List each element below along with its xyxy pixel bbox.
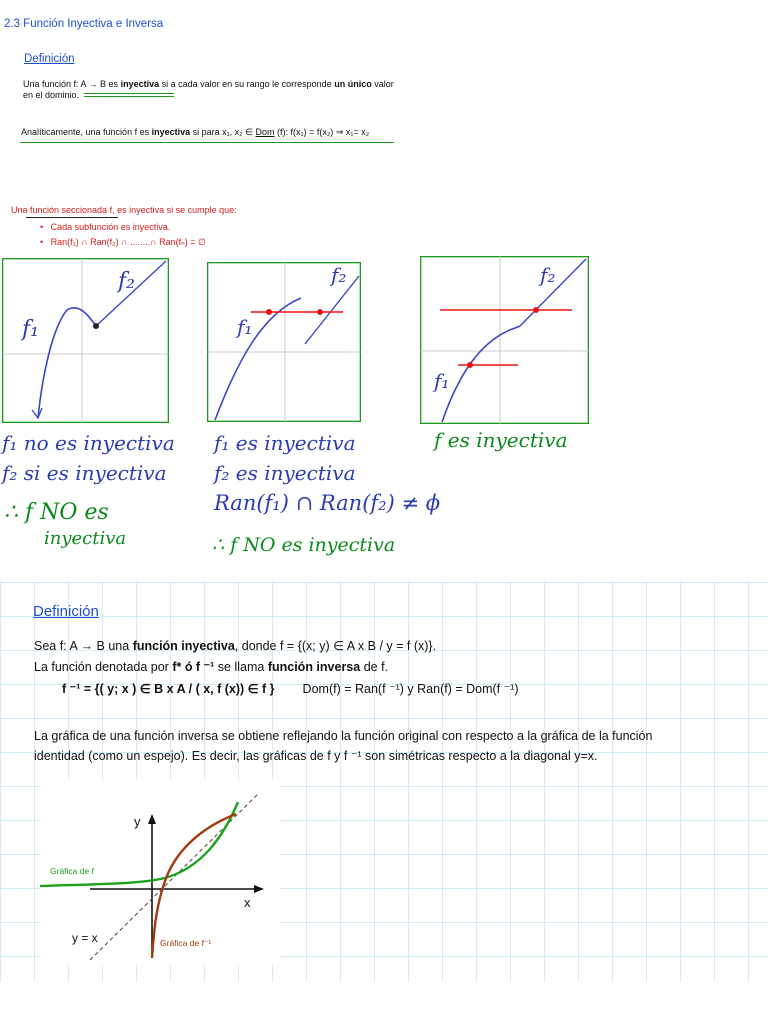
inverse-formula: f ⁻¹ = {( y; x ) ∈ B x A / ( x, f (x)) ∈ f } Dom(f) = Ran(f ⁻¹) y Ran(f) = Dom(f ⁻¹) [62, 682, 519, 696]
f2-label: f₂ [331, 263, 347, 287]
inverse-definition: Sea f: A → B una función inyectiva, donde f = {(x; y) ∈ A x B / y = f (x)}. La función denotada por f* ó f ⁻¹ se llama función inversa de f. [34, 639, 437, 674]
f2-label: f₂ [540, 263, 556, 287]
definition-heading-2: Definición [33, 603, 99, 620]
inverse-chart [40, 780, 280, 965]
definition-heading: Definición [24, 53, 75, 65]
f1-label: f₁ [22, 317, 39, 342]
piecewise-bullet-2: • Ran(f₁) ∩ Ran(f₂) ∩ ........∩ Ran(fₙ) = ∅ [40, 237, 206, 247]
f2-label: f₂ [118, 269, 135, 294]
green-underline [84, 93, 174, 94]
note-col2-conclusion: ∴ f NO es inyectiva [212, 534, 396, 556]
f-label: Gráfica de f [50, 866, 94, 876]
note-col2: f₁ es inyectiva f₂ es inyectiva Ran(f₁) ∩ Ran(f₂) ≠ ϕ [214, 431, 441, 515]
note-col3: f es inyectiva [434, 428, 568, 452]
finv-label: Gráfica de f⁻¹ [160, 938, 212, 948]
note-col1-conclusion: ∴ f NO es inyectiva [4, 500, 127, 549]
graph-3 [420, 256, 589, 424]
page-title: 2.3 Función Inyectiva e Inversa [4, 18, 164, 30]
underline [26, 217, 118, 218]
f1-label: f₁ [237, 315, 253, 339]
inverse-explanation: La gráfica de una función inversa se obtiene reflejando la función original con respecto a la gráfica de la función identidad (como un espejo). Es decir, las gráficas de f y f ⁻¹ son simétricas respecto a la diagonal y=x. [34, 729, 653, 763]
green-underline [84, 96, 174, 97]
graph-1 [2, 258, 169, 423]
definition-text: Una función f: A → B es inyectiva si a cada valor en su rango le corresponde un único valor en el dominio. [23, 79, 394, 100]
green-underline [20, 142, 394, 143]
piecewise-title: Una función seccionada f, es inyectiva si se cumple que: [11, 205, 237, 215]
piecewise-bullet-1: • Cada subfunción es inyectiva. [40, 222, 171, 232]
graph-2 [207, 262, 361, 422]
note-col1: f₁ no es inyectiva f₂ si es inyectiva [2, 431, 175, 485]
diagonal-label: y = x [72, 931, 98, 945]
x-axis-label: x [244, 895, 251, 910]
analytic-definition: Analíticamente, una función f es inyectiva si para x₁, x₂ ∈ Dom (f): f(x₁) = f(x₂) ⇒ x₁= x₂ [21, 127, 370, 137]
y-axis-label: y [134, 814, 141, 829]
f1-label: f₁ [434, 369, 450, 393]
